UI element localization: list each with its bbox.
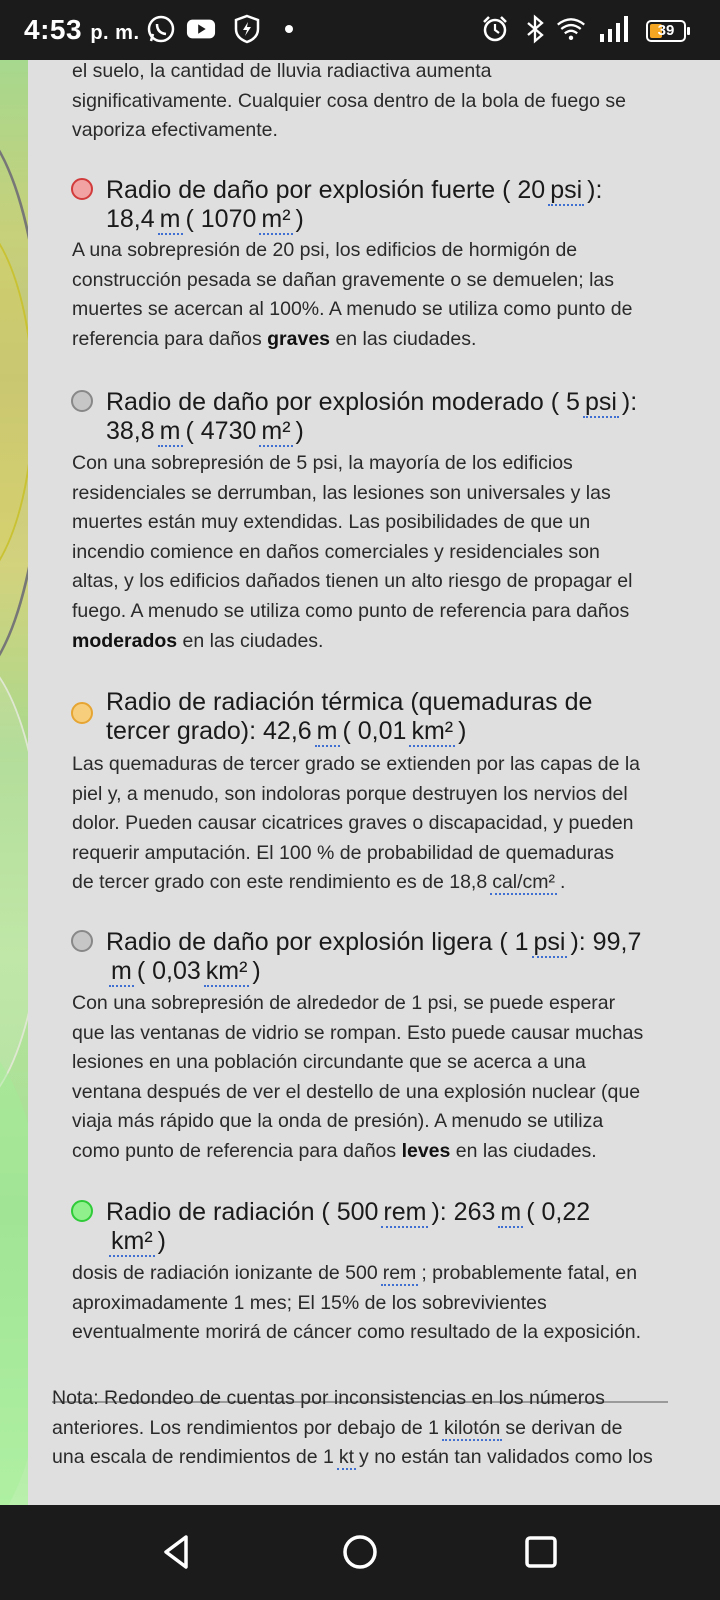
map-edge[interactable]: [0, 60, 28, 1505]
item-desc-heavy-blast: A una sobrepresión de 20 psi, los edificios de hormigón de construcción pesada se dañan gravemente o se demuelen; las muertes se acercan al 100%. A menudo se utiliza como punto de referencia para daños graves en las ciudades.: [72, 239, 633, 350]
footnote: Nota: Redondeo de cuentas por inconsistencias en los números anteriores. Los rendimientos por debajo de 1 kilotón se derivan de una escala de rendimientos de 1 kt y no están tan validados como los: [52, 1387, 653, 1469]
signal-icon: [598, 14, 632, 44]
unit-m[interactable]: m: [159, 417, 181, 445]
shield-icon: [232, 14, 262, 44]
unit-psi[interactable]: psi: [550, 176, 583, 204]
unit-m[interactable]: m: [500, 1198, 522, 1226]
results-panel: [28, 60, 720, 1505]
unit-rem[interactable]: rem: [382, 1262, 417, 1284]
item-title-light-blast: Radio de daño por explosión ligera ( 1 psi ): 99,7 m ( 0,03 km² ): [106, 928, 642, 985]
item-title-radiation: Radio de radiación ( 500 rem ): 263 m ( 0,22 km² ): [106, 1198, 591, 1255]
intro-text: el suelo, la cantidad de lluvia radiactiva aumenta significativamente. Cualquier cosa dentro de la bola de fuego se vaporiza efectivamente.: [72, 60, 626, 142]
item-desc-radiation: dosis de radiación ionizante de 500 rem ; probablemente fatal, en aproximadamente 1 mes; El 15% de los sobrevivientes eventualmente morirá de cáncer como resultado de la exposición.: [72, 1262, 642, 1344]
unit-cal-cm2[interactable]: cal/cm²: [492, 871, 556, 894]
unit-m[interactable]: m: [111, 957, 132, 985]
item-title-heavy-blast: Radio de daño por explosión fuerte ( 20 psi ): 18,4 m ( 1070 m² ): [106, 176, 603, 233]
legend-dot-light-blast[interactable]: [71, 930, 93, 952]
unit-kiloton[interactable]: kilotón: [444, 1416, 501, 1439]
legend-dot-radiation[interactable]: [71, 1200, 93, 1222]
home-icon[interactable]: [337, 1529, 383, 1575]
legend-dot-thermal-radiation[interactable]: [71, 702, 93, 724]
unit-psi[interactable]: psi: [533, 928, 566, 956]
legend-dot-heavy-blast[interactable]: [71, 178, 93, 200]
recents-icon[interactable]: [518, 1529, 564, 1575]
unit-km2[interactable]: km²: [205, 957, 248, 985]
legend-dot-moderate-blast[interactable]: [71, 390, 93, 412]
navigation-bar: [0, 1505, 720, 1600]
unit-kt[interactable]: kt: [338, 1446, 355, 1469]
status-bar: [0, 0, 720, 60]
unit-m2[interactable]: m²: [261, 205, 291, 233]
back-icon[interactable]: [154, 1529, 200, 1575]
bluetooth-icon: [520, 14, 550, 44]
unit-psi[interactable]: psi: [584, 388, 617, 416]
unit-m[interactable]: m: [316, 717, 338, 745]
unit-m2[interactable]: m²: [261, 417, 291, 445]
item-desc-light-blast: Con una sobrepresión de alrededor de 1 psi, se puede esperar que las ventanas de vidrio se rompan. Esto puede causar muchas lesiones en una población circundante que se acerca a una ventana después de ver el destello de una explosión nuclear (que viaja más rápido que la onda de presión). A menudo se utiliza como punto de referencia para daños leves en las ciudades.: [72, 992, 644, 1162]
unit-km2[interactable]: km²: [411, 717, 454, 745]
clock: 4:53 p. m.: [24, 14, 140, 45]
youtube-icon: [186, 14, 216, 44]
battery-icon: 39: [646, 20, 686, 42]
item-title-thermal-radiation: Radio de radiación térmica (quemaduras de tercer grado): 42,6 m ( 0,01 km² ): [106, 688, 593, 745]
unit-km2[interactable]: km²: [111, 1227, 153, 1255]
item-title-moderate-blast: Radio de daño por explosión moderado ( 5 psi ): 38,8 m ( 4730 m² ): [106, 388, 638, 445]
unit-m[interactable]: m: [159, 205, 181, 233]
alarm-icon: [480, 14, 510, 44]
item-desc-thermal-radiation: Las quemaduras de tercer grado se extienden por las capas de la piel y, a menudo, son indoloras porque destruyen los nervios del dolor. Pueden causar cicatrices graves o discapacidad, y pueden requerir amputación. El 100 % de probabilidad de quemaduras de tercer grado con este rendimiento es de 18,8 cal/cm² .: [72, 753, 641, 894]
whatsapp-icon: [146, 14, 176, 44]
item-desc-moderate-blast: Con una sobrepresión de 5 psi, la mayoría de los edificios residenciales se derrumban, las lesiones son universales y las muertes están muy extendidas. Las posibilidades de que un incendio comience en daños comerciales y residenciales son altas, y los edificios dañados tienen un alto riesgo de propagar el fuego. A menudo se utiliza como punto de referencia para daños moderados en las ciudades.: [72, 452, 633, 652]
dot-icon: [276, 14, 306, 44]
wifi-icon: [556, 14, 586, 44]
unit-rem[interactable]: rem: [383, 1198, 427, 1226]
